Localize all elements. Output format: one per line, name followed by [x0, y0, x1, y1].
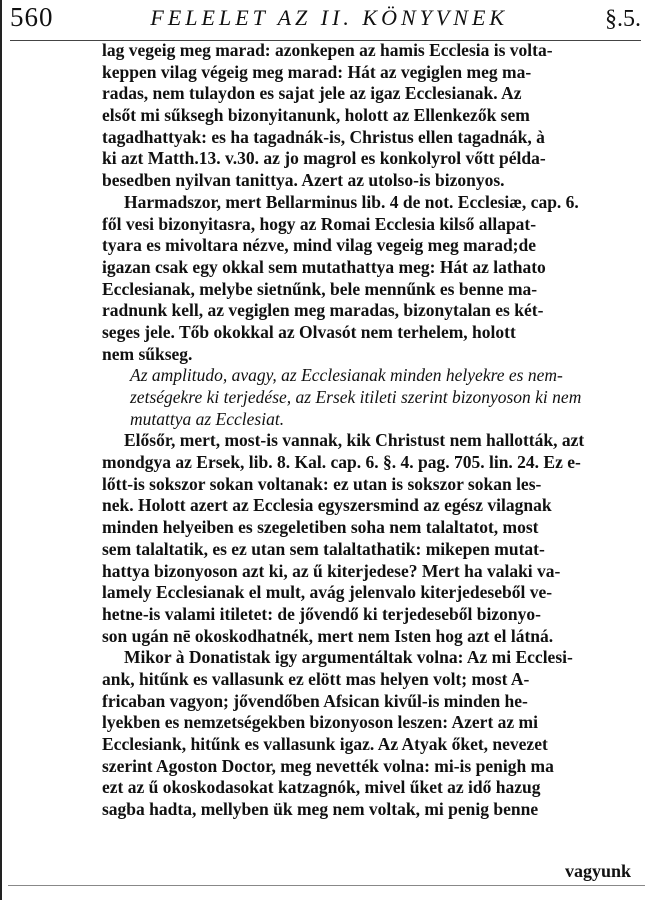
- text-line: sagba hadta, mellyben ük meg nem voltak, mi penig benne: [102, 799, 539, 820]
- text-line: lyekben es nemzetségekben bizonyoson leszen: Azert az mi: [102, 712, 538, 733]
- paragraph: [102, 430, 648, 647]
- text-line: tyara es mivoltara nézve, mind vilag vegeig meg marad;de: [102, 235, 537, 256]
- text-line: elsőt mi sűksegh bizonyitanunk, holott az Ellenkezők sem: [102, 105, 530, 126]
- text-line: Ecclesianak, melybe sietnűnk, bele mennűnk es benne ma-: [102, 278, 538, 299]
- text-line: zetségekre ki terjedése, az Ersek itileti szerint bizonyoson ki nem: [130, 387, 582, 407]
- text-body: [102, 40, 648, 821]
- block-quote: [102, 365, 648, 430]
- text-line: lag vegeig meg marad: azonkepen az hamis Ecclesia is volta-: [102, 40, 553, 60]
- text-line: Elősőr, mert, most-is vannak, kik Christust nem hallották, azt: [124, 430, 585, 451]
- bottom-rule: [8, 885, 645, 886]
- text-line: sem talaltatik, es ez utan sem talaltathatik: mikepen mutat-: [102, 538, 545, 559]
- text-line: lamely Ecclesianak el mult, avág jelenvalo kiterjedeseből ve-: [102, 582, 553, 603]
- section-mark: §.5.: [605, 6, 641, 32]
- text-line: tagadhattyak: es ha tagadnák-is, Christus ellen tagadnák, à: [102, 126, 545, 147]
- page-number: 560: [10, 2, 54, 32]
- text-line: szerint Agoston Doctor, meg nevették volna: mi-is penigh ma: [102, 755, 554, 776]
- text-line: keppen vilag végeig meg marad: Hát az vegiglen meg ma-: [102, 61, 532, 82]
- paragraph: [102, 192, 648, 366]
- text-line: nem sűkseg.: [102, 343, 193, 364]
- paragraph: [102, 647, 648, 821]
- running-header: [10, 0, 641, 41]
- text-line: nek. Holott azert az Ecclesia egyszersmind az egész vilagnak: [102, 495, 552, 516]
- text-line: ezt az ű okoskodasokat katzagnók, mivel űket az idő hazug: [102, 777, 541, 798]
- text-line: fől vesi bizonyitasra, hogy az Romai Ecclesia kilső allapat-: [102, 213, 537, 234]
- text-line: Ecclesiank, hitűnk es vallasunk igaz. Az Atyak őket, nevezet: [102, 734, 548, 754]
- text-line: Az amplitudo, avagy, az Ecclesianak minden helyekre es nem-: [130, 365, 563, 386]
- text-line: ki azt Matth.13. v.30. az jo magrol es konkolyrol vőtt példa-: [102, 148, 546, 169]
- running-title: FELELET AZ II. KÖNYVNEK: [150, 5, 509, 30]
- text-line: lőtt-is sokszor sokan voltanak: ez utan is sokszor sokan les-: [102, 473, 542, 494]
- text-line: Harmadszor, mert Bellarminus lib. 4 de not. Ecclesiæ, cap. 6.: [124, 191, 579, 212]
- text-line: besedben nyilvan tanittya. Azert az utolso-is bizonyos.: [102, 170, 505, 191]
- text-line: hetne-is valami itiletet: de jővendő ki terjedeseből bizonyo-: [102, 603, 541, 624]
- text-line: fricaban vagyon; jővendőben Afsican kivűl-is minden he-: [102, 690, 528, 711]
- text-line: seges jele. Tőb okokkal az Olvasót nem terhelem, holott: [102, 321, 516, 342]
- text-line: ank, hitűnk es vallasunk ez elött mas helyen volt; most A-: [102, 668, 530, 689]
- text-line: radnunk kell, az vegiglen meg maradas, bizonytalan es két-: [102, 300, 544, 321]
- text-line: son ugán nē okoskodhatnék, mert nem Isten hog azt el látná.: [102, 625, 554, 646]
- text-line: Mikor à Donatistak igy argumentáltak volna: Az mi Ecclesi-: [124, 647, 573, 668]
- text-line: minden helyeiben es szegeletiben soha nem talaltatot, most: [102, 517, 539, 538]
- text-line: mutattya az Ecclesiat.: [130, 408, 285, 429]
- text-line: igazan csak egy okkal sem mutathattya meg: Hát az lathato: [102, 256, 546, 277]
- paragraph: [102, 40, 648, 192]
- text-line: mondgya az Ersek, lib. 8. Kal. cap. 6. §. 4. pag. 705. lin. 24. Ez e-: [102, 452, 581, 473]
- catchword: vagyunk: [564, 861, 631, 881]
- text-line: hattya bizonyoson azt ki, az ű kiterjedese? Mert ha valaki va-: [102, 560, 561, 581]
- text-line: radas, nem tulaydon es sajat jele az igaz Ecclesianak. Az: [102, 83, 522, 104]
